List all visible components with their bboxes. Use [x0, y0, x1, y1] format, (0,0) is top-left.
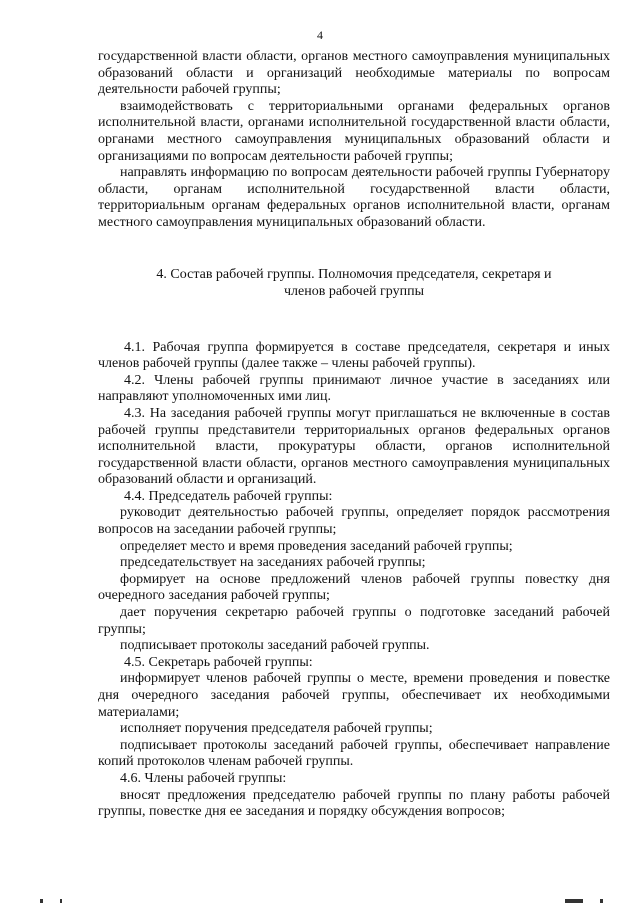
paragraph: взаимодействовать с территориальными органами федеральных органов исполнительной власти, органами исполнительной государственной власти области, органами местного самоуправления муниципальных образований области и организациями по вопросам деятельности рабочей группы;: [98, 98, 610, 164]
clause-4-2: 4.2. Члены рабочей группы принимают личное участие в заседаниях или направляют уполномоченных ими лиц.: [98, 372, 610, 405]
list-item: руководит деятельностью рабочей группы, определяет порядок рассмотрения вопросов на заседании рабочей группы;: [98, 505, 610, 538]
page-number: 4: [317, 28, 323, 42]
scan-mark: [600, 899, 603, 903]
list-item: подписывает протоколы заседаний рабочей группы.: [120, 638, 430, 654]
clause-4-4: 4.4. Председатель рабочей группы:: [124, 488, 333, 504]
document-body: [98, 49, 610, 821]
paragraph: направлять информацию по вопросам деятельности рабочей группы Губернатору области, органам исполнительной государственной власти области, территориальным органам федеральных органов исполнительной власти, органам местного самоуправления муниципальных образований области.: [98, 165, 610, 230]
list-item: исполняет поручения председателя рабочей группы;: [120, 721, 433, 737]
list-item: определяет место и время проведения заседаний рабочей группы;: [120, 538, 513, 554]
list-item: дает поручения секретарю рабочей группы о подготовке заседаний рабочей группы;: [98, 605, 610, 637]
list-item: вносят предложения председателю рабочей группы по плану работы рабочей группы, повестке дня ее заседания и порядку обсуждения вопросов;: [98, 787, 610, 820]
list-item: формирует на основе предложений членов рабочей группы повестку дня очередного заседания рабочей группы;: [98, 571, 610, 604]
clause-4-5: 4.5. Секретарь рабочей группы:: [124, 654, 313, 670]
section-heading: [98, 266, 610, 300]
section-heading-line: членов рабочей группы: [283, 283, 424, 299]
scan-mark: [565, 899, 583, 903]
list-item: подписывает протоколы заседаний рабочей группы, обеспечивает направление копий протоколов членам рабочей группы.: [98, 737, 610, 770]
scan-mark: [60, 899, 62, 903]
clause-4-6: 4.6. Члены рабочей группы:: [120, 770, 287, 786]
list-item: информирует членов рабочей группы о месте, времени проведения и повестке дня очередного заседания рабочей группы, обеспечивает их необходимыми материалами;: [98, 671, 610, 720]
scan-mark: [40, 899, 43, 903]
list-item: председательствует на заседаниях рабочей группы;: [120, 555, 426, 571]
clause-4-1: 4.1. Рабочая группа формируется в составе председателя, секретаря и иных членов рабочей группы (далее также – члены рабочей группы).: [98, 339, 610, 372]
clause-4-3: 4.3. На заседания рабочей группы могут приглашаться не включенные в состав рабочей группы представители территориальных органов федеральных органов исполнительной власти, прокуратуры области, органов исполнительной государственной власти области, органов местного самоуправления муниципальных образований области и организаций.: [98, 405, 610, 488]
paragraph: государственной власти области, органов местного самоуправления муниципальных образований области и организаций необходимые материалы по вопросам деятельности рабочей группы;: [98, 49, 610, 98]
section-heading-line: 4. Состав рабочей группы. Полномочия председателя, секретаря и: [156, 266, 552, 282]
